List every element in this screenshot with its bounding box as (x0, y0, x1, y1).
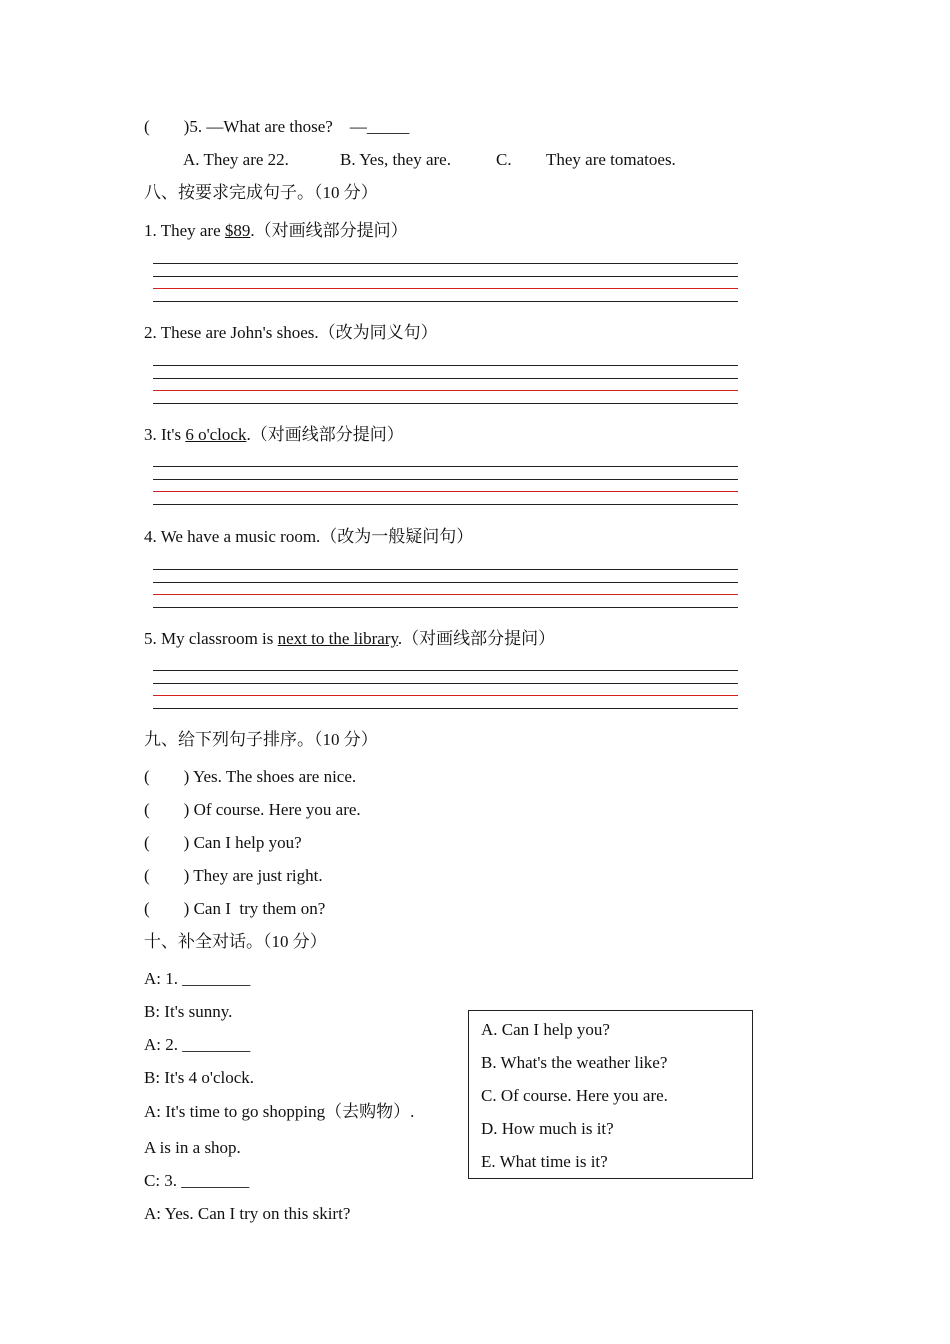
answer-line (153, 708, 738, 709)
section-8-item-2: 2. These are John's shoes.（改为同义句） (144, 323, 438, 342)
section-8-item-5: 5. My classroom is next to the library.（对画线部分提问） (144, 629, 556, 648)
dialogue-line: B: It's 4 o'clock. (144, 1068, 255, 1087)
answer-line-red (153, 491, 738, 492)
dialogue-line: A: 2. ________ (144, 1035, 251, 1054)
question-5-stem: ( )5. —What are those? —_____ (144, 117, 410, 136)
section-8-heading: 八、按要求完成句子。（10 分） (144, 183, 378, 202)
ordering-item: ( ) Can I try them on? (144, 899, 326, 918)
question-5-option-c-letter: C. (496, 150, 512, 169)
answer-line (153, 504, 738, 505)
option-item: D. How much is it? (481, 1119, 614, 1138)
answer-line-red (153, 288, 738, 289)
answer-line-red (153, 390, 738, 391)
answer-line (153, 466, 738, 467)
section-8-item-3: 3. It's 6 o'clock.（对画线部分提问） (144, 425, 404, 444)
ordering-item: ( ) They are just right. (144, 866, 323, 885)
options-box (468, 1010, 753, 1179)
ordering-item: ( ) Yes. The shoes are nice. (144, 767, 357, 786)
answer-line (153, 670, 738, 671)
answer-line-red (153, 695, 738, 696)
option-item: B. What's the weather like? (481, 1053, 668, 1072)
underlined-part: next to the library (277, 629, 398, 648)
dialogue-line: A is in a shop. (144, 1138, 241, 1157)
answer-line (153, 569, 738, 570)
question-5-option-c-text: They are tomatoes. (546, 150, 676, 169)
option-item: A. Can I help you? (481, 1020, 610, 1039)
underlined-part: 6 o'clock (185, 425, 247, 444)
dialogue-line: A: It's time to go shopping（去购物）. (144, 1102, 415, 1121)
section-8-item-4: 4. We have a music room.（改为一般疑问句） (144, 527, 474, 546)
answer-line (153, 403, 738, 404)
ordering-item: ( ) Can I help you? (144, 833, 302, 852)
answer-line (153, 301, 738, 302)
answer-line-red (153, 594, 738, 595)
answer-line (153, 607, 738, 608)
answer-line (153, 683, 738, 684)
dialogue-line: C: 3. ________ (144, 1171, 250, 1190)
option-item: E. What time is it? (481, 1152, 608, 1171)
question-5-option-a: A. They are 22. (183, 150, 289, 169)
section-9-heading: 九、给下列句子排序。（10 分） (144, 730, 378, 749)
answer-line (153, 276, 738, 277)
underlined-part: $89 (224, 221, 251, 240)
section-8-item-1: 1. They are $89.（对画线部分提问） (144, 221, 408, 240)
answer-line (153, 582, 738, 583)
option-item: C. Of course. Here you are. (481, 1086, 668, 1105)
answer-line (153, 479, 738, 480)
question-5-option-b: B. Yes, they are. (340, 150, 451, 169)
section-10-heading: 十、补全对话。（10 分） (144, 932, 327, 951)
ordering-item: ( ) Of course. Here you are. (144, 800, 361, 819)
answer-line (153, 365, 738, 366)
dialogue-line: A: Yes. Can I try on this skirt? (144, 1204, 351, 1223)
dialogue-line: A: 1. ________ (144, 969, 251, 988)
answer-line (153, 263, 738, 264)
answer-line (153, 378, 738, 379)
dialogue-line: B: It's sunny. (144, 1002, 233, 1021)
